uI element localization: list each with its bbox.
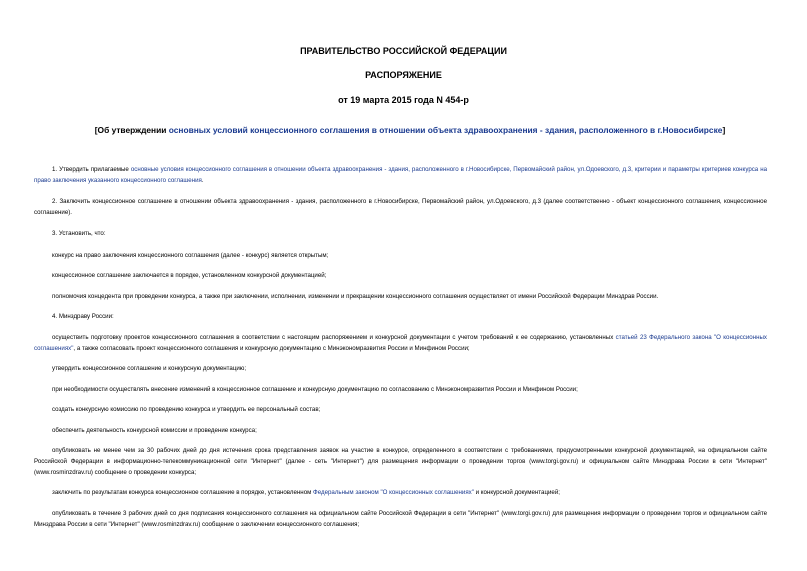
- paragraph-4g: заключить по результатам конкурса концессионное соглашение в порядке, установленном Федеральным законом "О концессионных соглашениях" и конкурсной документацией;: [52, 489, 560, 496]
- paragraph-4b: утвердить концессионное соглашение и конкурсную документацию;: [52, 365, 247, 372]
- paragraph-3b: концессионное соглашение заключается в порядке, установленном конкурсной документацией;: [52, 272, 327, 279]
- paragraph-4c: при необходимости осуществлять внесение изменений в концессионное соглашение и конкурсную документацию по согласованию с Минэкономразвития России и Минфином России;: [52, 386, 578, 393]
- document-title: [60, 125, 760, 135]
- paragraph-1: 1. Утвердить прилагаемые основные условия концессионного соглашения в отношении объекта здравоохранения - здания, расположенного в г.Новосибирске, Первомайский район, ул.Одоевского, д.3, критерии и параметры критериев конкурса на право заключения указанного концессионного соглашения.: [34, 166, 767, 184]
- paragraph-3c: полномочия концедента при проведении конкурса, а также при заключении, исполнении, изменении и прекращении концессионного соглашения осуществляет от имени Российской Федерации Минздрав России.: [52, 293, 659, 300]
- document-type: РАСПОРЯЖЕНИЕ: [365, 70, 442, 80]
- paragraph-4e: обеспечить деятельность конкурсной комиссии и проведение конкурса;: [52, 427, 257, 434]
- paragraph-4h: опубликовать в течение 3 рабочих дней со дня подписания концессионного соглашения на официальном сайте Российской Федерации в сети "Интернет" (www.torgi.gov.ru) для размещения информации о проведении торгов и официальном сайте Минздрава России в сети "Интернет" (www.rosminzdrav.ru) сообщение о заключении концессионного соглашения;: [34, 510, 767, 528]
- paragraph-3: 3. Установить, что:: [52, 230, 106, 237]
- article-23-law-link[interactable]: статьей 23 Федерального закона "О концессионных соглашениях": [34, 334, 767, 352]
- paragraph-3a: конкурс на право заключения концессионного соглашения (далее - конкурс) является открытым;: [52, 252, 329, 259]
- title-link[interactable]: основных условий концессионного соглашения в отношении объекта здравоохранения - здания, расположенного в г.Новосибирске: [168, 125, 723, 135]
- title-bracket-close: ]: [722, 125, 726, 135]
- paragraph-4f: опубликовать не менее чем за 30 рабочих дней до дня истечения срока представления заявок на участие в конкурсе, определенного в соответствии с требованиями, предусмотренными конкурсной документацией, на официальном сайте Российской Федерации в информационно-телекоммуникационной сети "Интернет" (далее - сеть "Интернет") для размещения информации о проведении торгов (www.torgi.gov.ru) и официальном сайте Минздрава России в сети "Интернет" (www.rosminzdrav.ru) сообщение о проведении конкурса;: [34, 447, 767, 476]
- document-date-number: от 19 марта 2015 года N 454-р: [338, 95, 469, 105]
- title-bracket-open: [Об утверждении: [94, 125, 169, 135]
- paragraph-4: 4. Минздраву России:: [52, 313, 114, 320]
- paragraph-2: 2. Заключить концессионное соглашение в отношении объекта здравоохранения - здания, расположенного в г.Новосибирске, Первомайский район, ул.Одоевского, д.3 (далее соответственно - объект концессионного соглашения, концессионное соглашение).: [34, 198, 767, 216]
- issuer-heading: ПРАВИТЕЛЬСТВО РОССИЙСКОЙ ФЕДЕРАЦИИ: [300, 46, 507, 56]
- approved-conditions-link[interactable]: основные условия концессионного соглашения в отношении объекта здравоохранения - здания, расположенного в г.Новосибирске, Первомайский район, ул.Одоевского, д.3, критерии и параметры критериев конкурса на право заключения указанного концессионного соглашения: [34, 166, 767, 184]
- paragraph-4a: осуществить подготовку проектов концессионного соглашения в соответствии с настоящим распоряжением и конкурсной документации с учетом требований к ее содержанию, установленных статьей 23 Федерального закона "О концессионных соглашениях", а также согласовать проект концессионного соглашения и конкурсную документацию с Минэкономразвития России и Минфином России;: [34, 334, 767, 352]
- paragraph-4d: создать конкурсную комиссию по проведению конкурса и утвердить ее персональный состав;: [52, 406, 321, 413]
- concession-law-link[interactable]: Федеральным законом "О концессионных соглашениях": [313, 489, 474, 496]
